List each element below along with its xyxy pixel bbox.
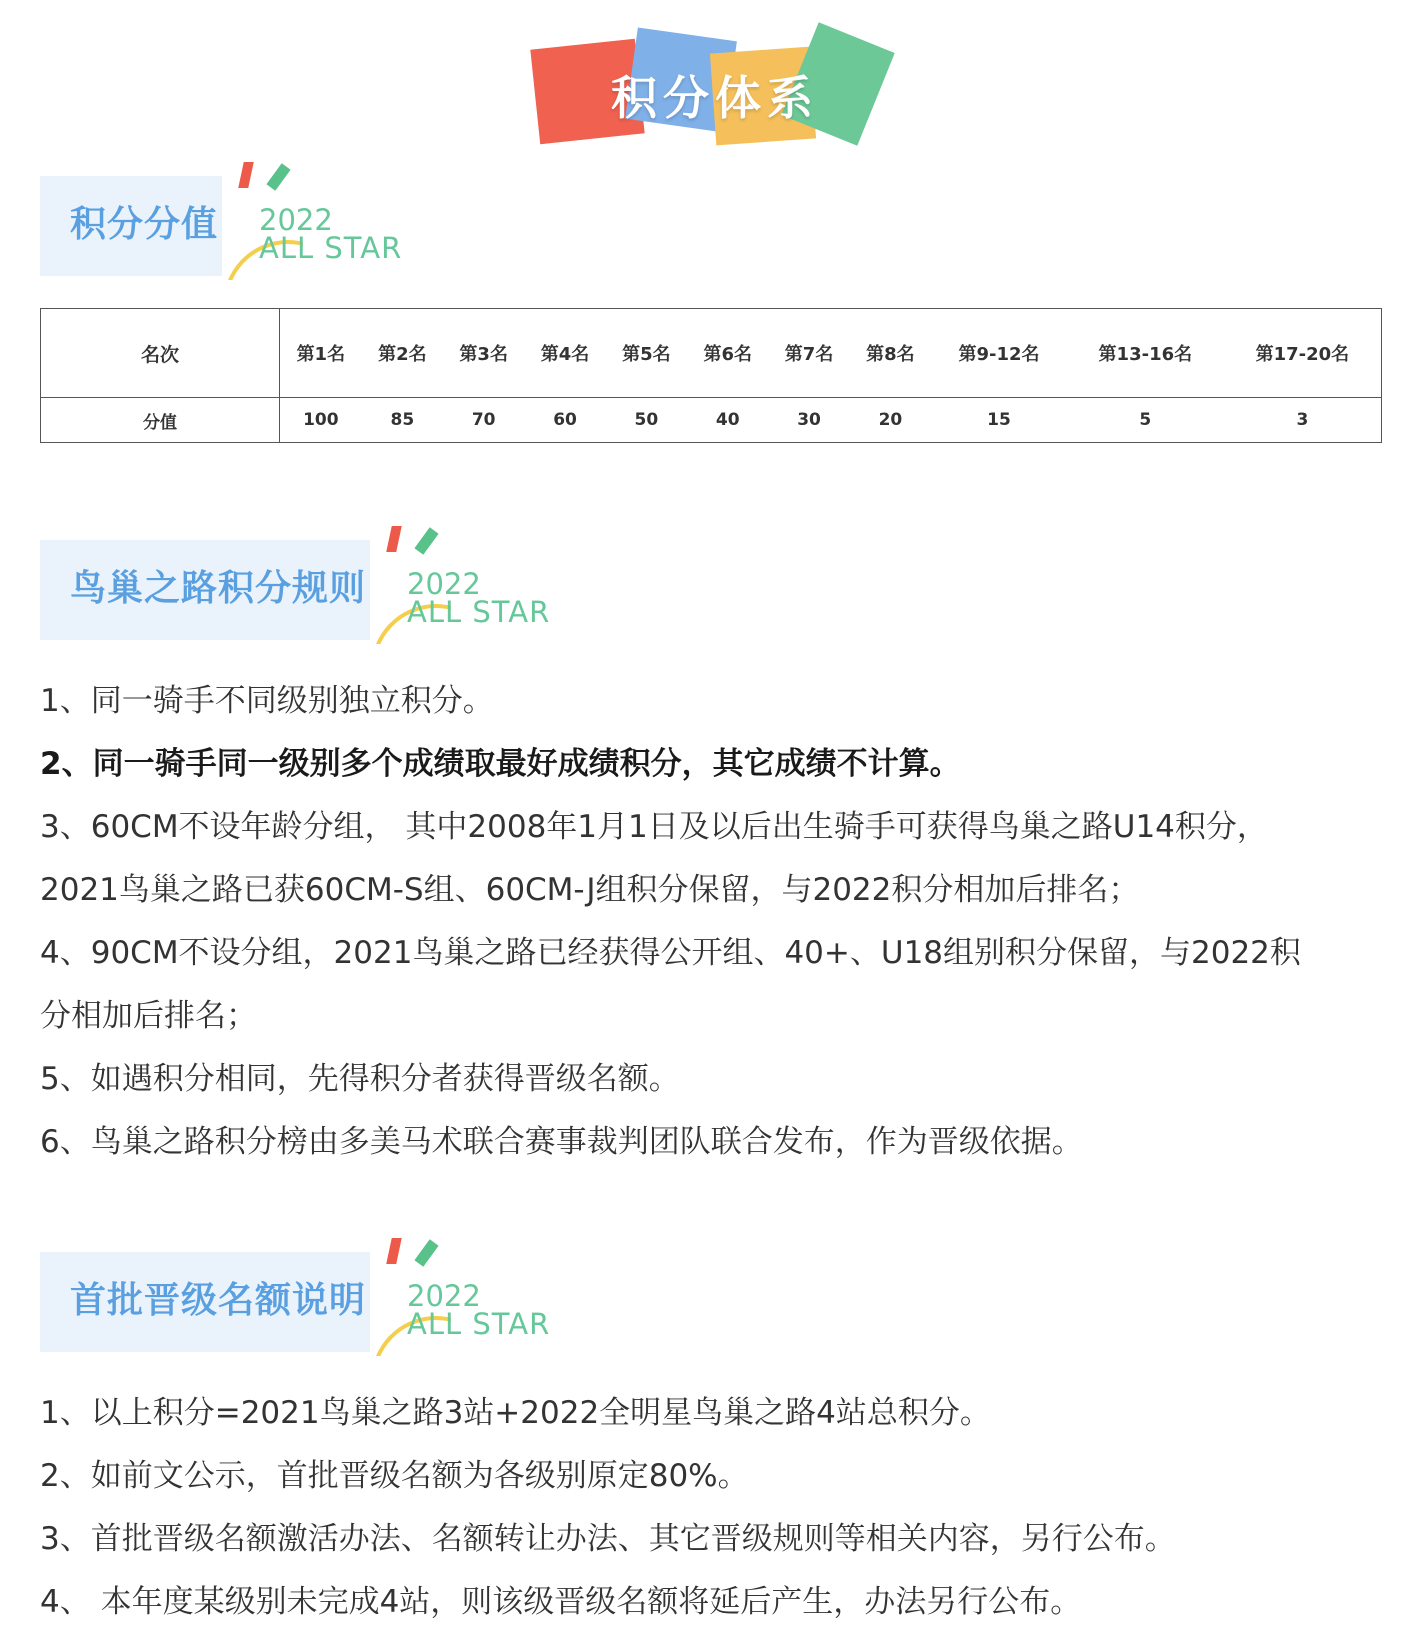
points-cell: 20 (850, 398, 931, 443)
rank-cell: 第13-16名 (1067, 309, 1224, 398)
rank-cell: 第17-20名 (1224, 309, 1382, 398)
rule-item: 4、90CM不设分组，2021鸟巢之路已经获得公开组、40+、U18组别积分保留，与2022积 (40, 935, 1301, 971)
section-title: 积分分值 (70, 204, 219, 245)
points-cell: 100 (280, 398, 362, 443)
points-cell: 30 (768, 398, 849, 443)
section-heading-rules (40, 526, 560, 636)
points-cell: 85 (362, 398, 443, 443)
red-dash-icon (386, 1238, 402, 1264)
points-cell: 5 (1067, 398, 1224, 443)
rule-item-bold: 2、同一骑手同一级别多个成绩取最好成绩积分，其它成绩不计算。 (40, 746, 961, 782)
quota-item: 4、 本年度某级别未完成4站，则该级晋级名额将延后产生，办法另行公布。 (40, 1584, 1082, 1620)
deco-year: 2022 (407, 1279, 481, 1313)
red-dash-icon (386, 526, 402, 552)
deco-year: 2022 (407, 567, 481, 601)
rules-list (40, 670, 1390, 1174)
rule-item: 1、同一骑手不同级别独立积分。 (40, 683, 494, 719)
points-cell: 70 (443, 398, 524, 443)
rank-cell: 第1名 (280, 309, 362, 398)
rank-cell: 第2名 (362, 309, 443, 398)
rank-cell: 第9-12名 (931, 309, 1067, 398)
table-header-rank: 名次 (41, 309, 280, 398)
rank-cell: 第8名 (850, 309, 931, 398)
rank-cell: 第3名 (443, 309, 524, 398)
points-cell: 3 (1224, 398, 1382, 443)
points-table (40, 308, 1382, 443)
rule-item: 3、60CM不设年龄分组， 其中2008年1月1日及以后出生骑手可获得鸟巢之路U14积分， (40, 809, 1268, 845)
green-dash-icon (414, 1239, 438, 1267)
table-row-ranks (41, 309, 1382, 398)
deco-tagline: ALL STAR (407, 595, 551, 629)
points-cell: 15 (931, 398, 1067, 443)
quota-item: 2、如前文公示，首批晋级名额为各级别原定80%。 (40, 1458, 749, 1494)
deco-tagline: ALL STAR (259, 231, 403, 265)
rank-cell: 第7名 (768, 309, 849, 398)
points-cell: 40 (687, 398, 768, 443)
deco-year: 2022 (259, 203, 333, 237)
page-title-banner (535, 22, 895, 152)
quota-item: 1、以上积分=2021鸟巢之路3站+2022全明星鸟巢之路4站总积分。 (40, 1395, 991, 1431)
section-heading-points-value (40, 162, 560, 272)
section-title: 首批晋级名额说明 (70, 1280, 367, 1321)
allstar-decoration (371, 526, 551, 641)
rank-cell: 第4名 (524, 309, 605, 398)
red-dash-icon (238, 162, 254, 188)
quota-list (40, 1382, 1390, 1634)
deco-tagline: ALL STAR (407, 1307, 551, 1341)
green-dash-icon (266, 163, 290, 191)
section-title: 鸟巢之路积分规则 (70, 568, 367, 609)
rank-cell: 第6名 (687, 309, 768, 398)
rank-cell: 第5名 (606, 309, 687, 398)
points-cell: 50 (606, 398, 687, 443)
table-header-points: 分值 (41, 398, 280, 443)
rule-item: 分相加后排名； (40, 998, 257, 1034)
allstar-decoration (371, 1238, 551, 1353)
green-dash-icon (414, 527, 438, 555)
quota-item: 3、首批晋级名额激活办法、名额转让办法、其它晋级规则等相关内容，另行公布。 (40, 1521, 1176, 1557)
page-title: 积分体系 (611, 71, 819, 125)
points-cell: 60 (524, 398, 605, 443)
allstar-decoration (223, 162, 403, 277)
rule-item: 2021鸟巢之路已获60CM-S组、60CM-J组积分保留，与2022积分相加后排名； (40, 872, 1140, 908)
section-heading-quota (40, 1238, 560, 1348)
rule-item: 5、如遇积分相同，先得积分者获得晋级名额。 (40, 1061, 680, 1097)
rule-item: 6、鸟巢之路积分榜由多美马术联合赛事裁判团队联合发布，作为晋级依据。 (40, 1124, 1083, 1160)
table-row-points (41, 398, 1382, 443)
